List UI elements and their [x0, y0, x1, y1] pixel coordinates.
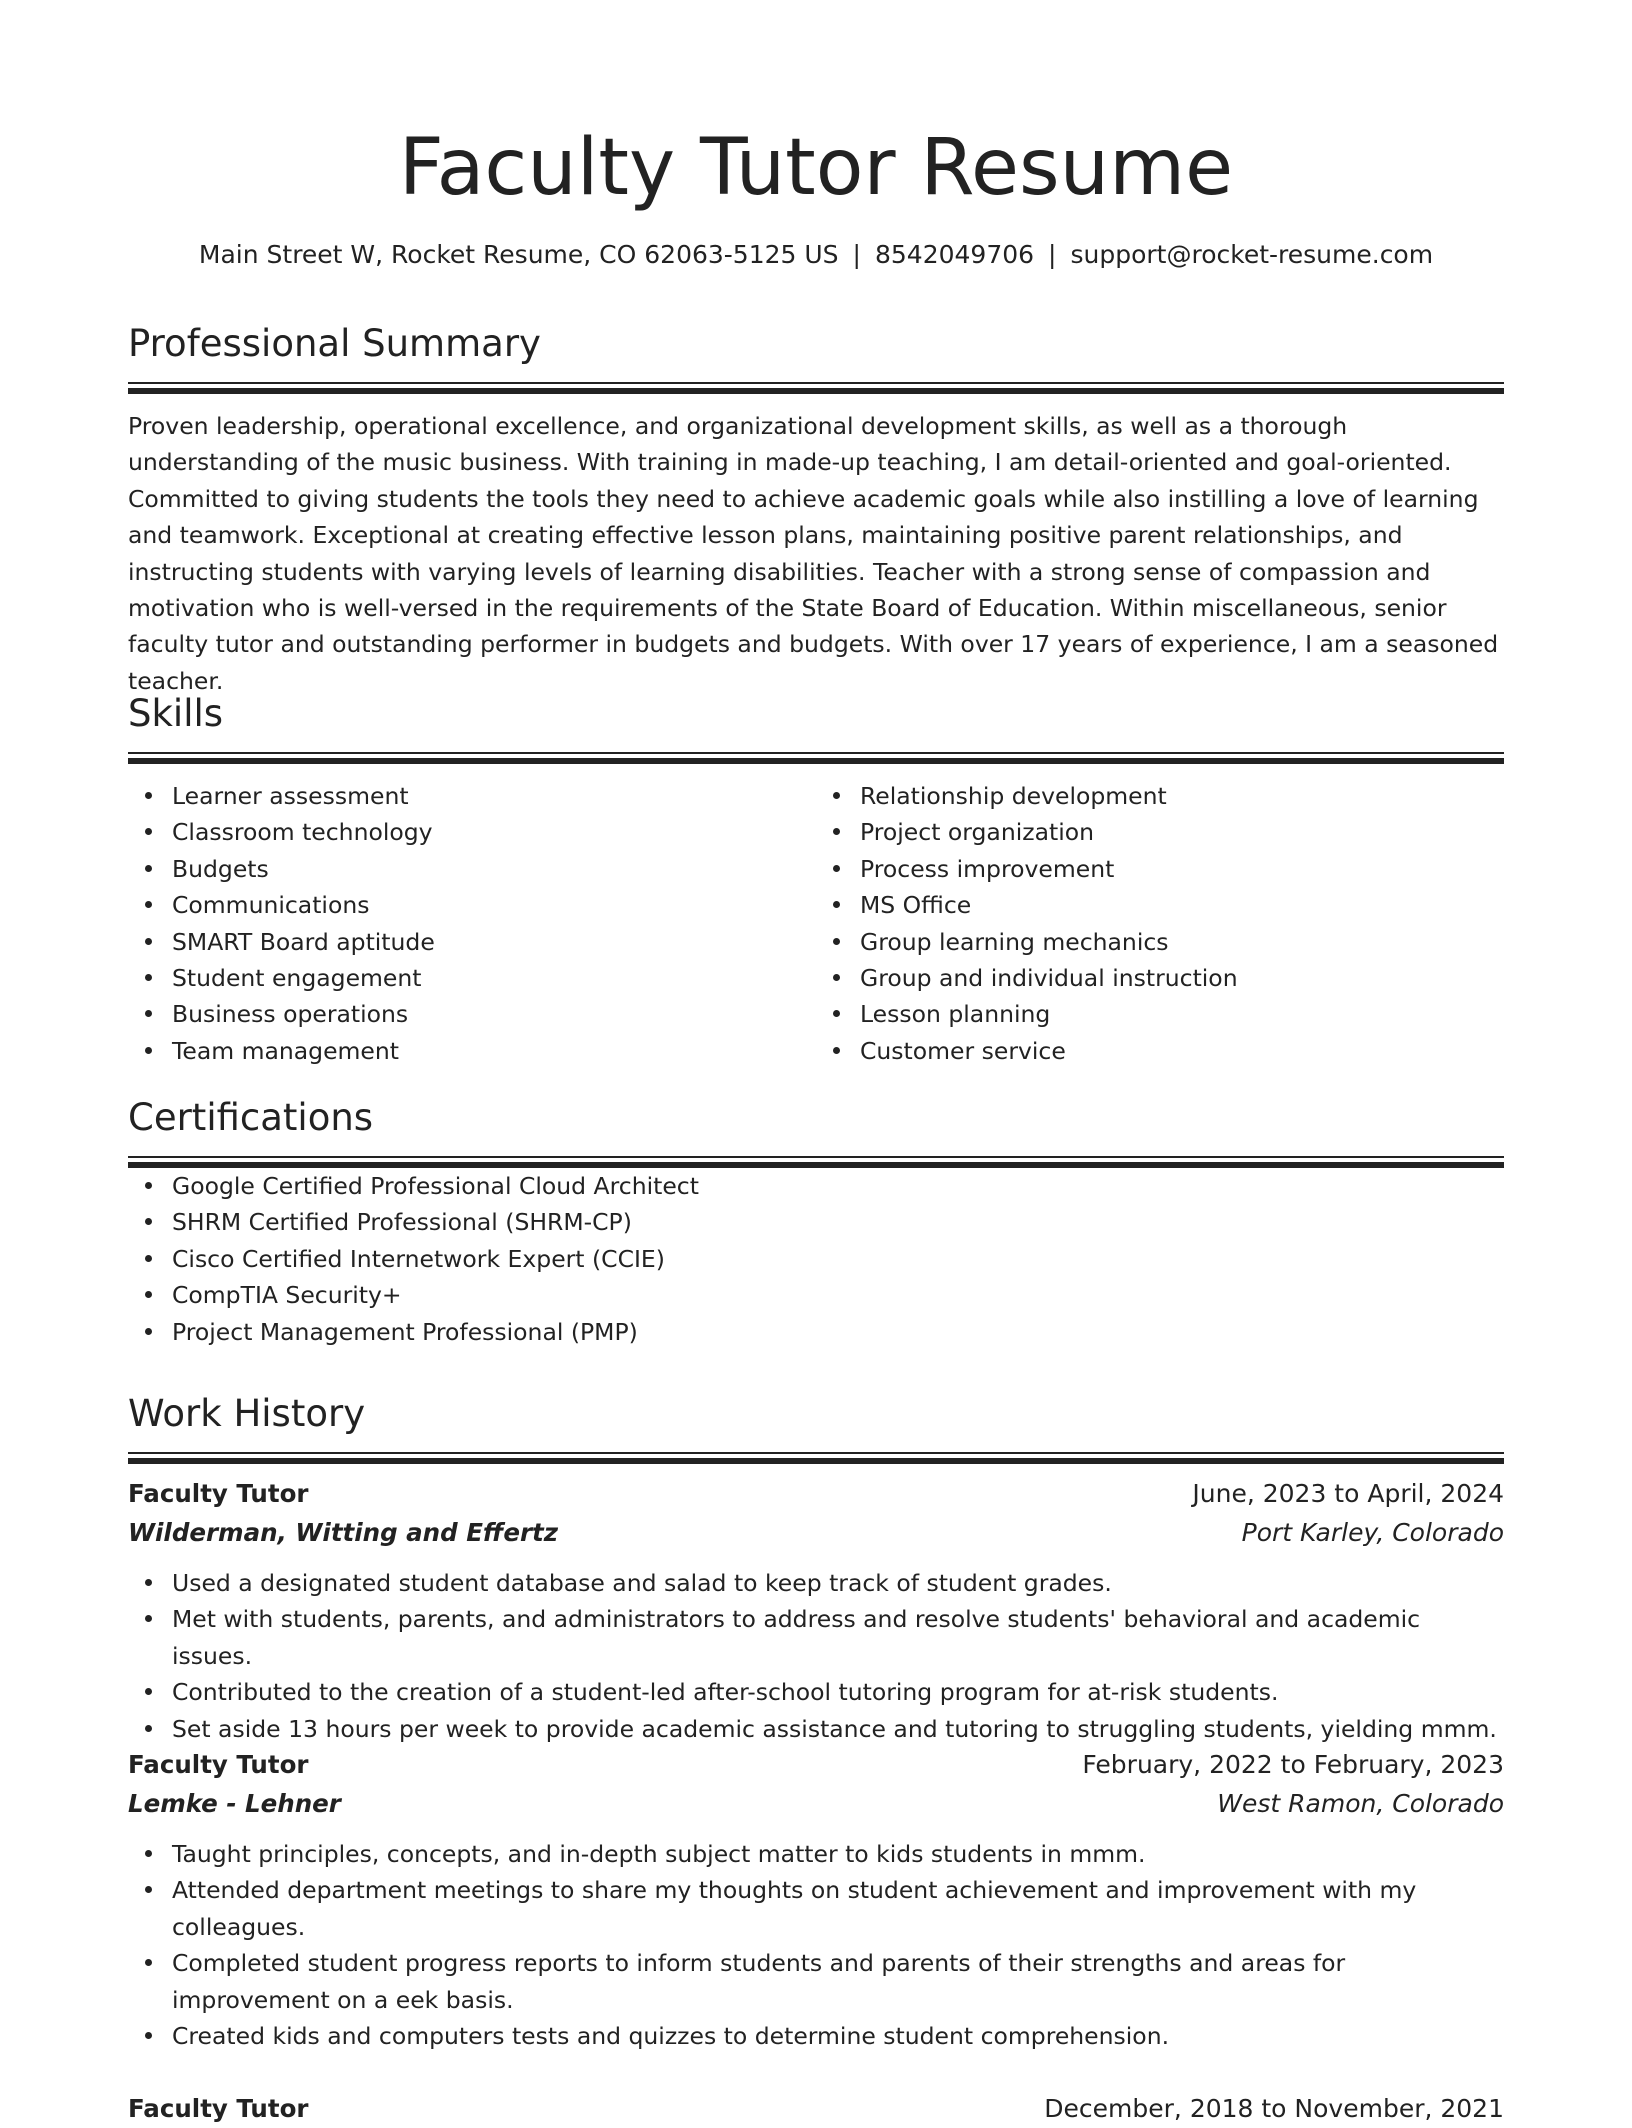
job-duty: Attended department meetings to share my thoughts on student achievement and improvement with my colleagues. [172, 1872, 1504, 1945]
job-duty: Set aside 13 hours per week to provide academic assistance and tutoring to struggling students, yielding mmm. [172, 1711, 1504, 1747]
skill-item: SMART Board aptitude [172, 924, 816, 960]
contact-line [128, 238, 1504, 272]
section-divider [128, 1156, 1504, 1168]
certifications-heading: Certifications [128, 1096, 374, 1139]
skills-heading: Skills [128, 692, 224, 735]
summary-text: Proven leadership, operational excellence, and organizational development skills, as well as a thorough understanding of the music business. With training in made-up teaching, I am detail-oriented and goal-oriented. Committed to giving students the tools they need to achieve academic goals while also instilling a love of learning and teamwork. Exceptional at creating effective lesson plans, maintaining positive parent relationships, and instructing students with varying levels of learning disabilities. Teacher with a strong sense of compassion and motivation who is well-versed in the requirements of the State Board of Education. Within miscellaneous, senior faculty tutor and outstanding performer in budgets and budgets. With over 17 years of experience, I am a seasoned teacher. [128, 412, 1499, 695]
job-company: Lemke - Lehner [128, 1789, 341, 1818]
skill-item: Lesson planning [860, 996, 1504, 1032]
certification-item: Project Management Professional (PMP) [172, 1314, 1504, 1350]
resume-title: Faculty Tutor Resume [398, 123, 1234, 213]
certifications-list [128, 1168, 1504, 1350]
job-duties-list [128, 1836, 1504, 2054]
job-title: Faculty Tutor [128, 1750, 309, 1779]
skill-item: Project organization [860, 814, 1504, 850]
job-duty: Created kids and computers tests and quizzes to determine student comprehension. [172, 2018, 1504, 2054]
skill-item: Learner assessment [172, 778, 816, 814]
skill-item: Customer service [860, 1033, 1504, 1069]
skill-item: Group learning mechanics [860, 924, 1504, 960]
job-duty: Met with students, parents, and administrators to address and resolve students' behavioral and academic issues. [172, 1601, 1504, 1674]
contact-separator: | [1048, 240, 1057, 269]
skill-item: Budgets [172, 851, 816, 887]
skill-item: Business operations [172, 996, 816, 1032]
job-title: Faculty Tutor [128, 2094, 309, 2123]
skills-right-list [816, 778, 1504, 1069]
summary-heading: Professional Summary [128, 322, 541, 365]
job-location: Port Karley, Colorado [1241, 1518, 1504, 1547]
job-location: West Ramon, Colorado [1217, 1789, 1504, 1818]
skills-section [128, 690, 1504, 1069]
job-entry [128, 1746, 1504, 2054]
skill-item: Process improvement [860, 851, 1504, 887]
skill-item: Classroom technology [172, 814, 816, 850]
job-duty: Used a designated student database and salad to keep track of student grades. [172, 1565, 1504, 1601]
work-history-heading: Work History [128, 1392, 366, 1435]
certifications-section [128, 1094, 1504, 1350]
skill-item: Team management [172, 1033, 816, 1069]
skill-item: Group and individual instruction [860, 960, 1504, 996]
job-duty: Completed student progress reports to inform students and parents of their strengths and areas for improvement on a eek basis. [172, 1945, 1504, 2018]
contact-email: support@rocket-resume.com [1070, 240, 1434, 269]
contact-separator: | [852, 240, 861, 269]
summary-section [128, 320, 1504, 699]
job-duties-list [128, 1565, 1504, 1747]
skill-item: MS Office [860, 887, 1504, 923]
certification-item: Google Certified Professional Cloud Architect [172, 1168, 1504, 1204]
section-divider [128, 1452, 1504, 1464]
work-history-section [128, 1390, 1504, 1464]
skill-item: Communications [172, 887, 816, 923]
job-dates: December, 2018 to November, 2021 [1044, 2094, 1504, 2123]
skill-item: Student engagement [172, 960, 816, 996]
skills-left-list [128, 778, 816, 1069]
job-dates: February, 2022 to February, 2023 [1082, 1750, 1504, 1779]
job-company: Wilderman, Witting and Effertz [128, 1518, 558, 1547]
contact-address: Main Street W, Rocket Resume, CO 62063-5125 US [198, 240, 839, 269]
contact-phone: 8542049706 [874, 240, 1035, 269]
skills-columns [128, 778, 1504, 1069]
section-divider [128, 382, 1504, 394]
job-duty: Contributed to the creation of a student-led after-school tutoring program for at-risk students. [172, 1674, 1504, 1710]
job-dates: June, 2023 to April, 2024 [1192, 1479, 1504, 1508]
certification-item: SHRM Certified Professional (SHRM-CP) [172, 1204, 1504, 1240]
job-entry [128, 2090, 1504, 2128]
job-duty: Taught principles, concepts, and in-depth subject matter to kids students in mmm. [172, 1836, 1504, 1872]
certification-item: CompTIA Security+ [172, 1277, 1504, 1313]
certification-item: Cisco Certified Internetwork Expert (CCIE) [172, 1241, 1504, 1277]
section-divider [128, 752, 1504, 764]
skill-item: Relationship development [860, 778, 1504, 814]
job-title: Faculty Tutor [128, 1479, 309, 1508]
job-entry [128, 1475, 1504, 1747]
